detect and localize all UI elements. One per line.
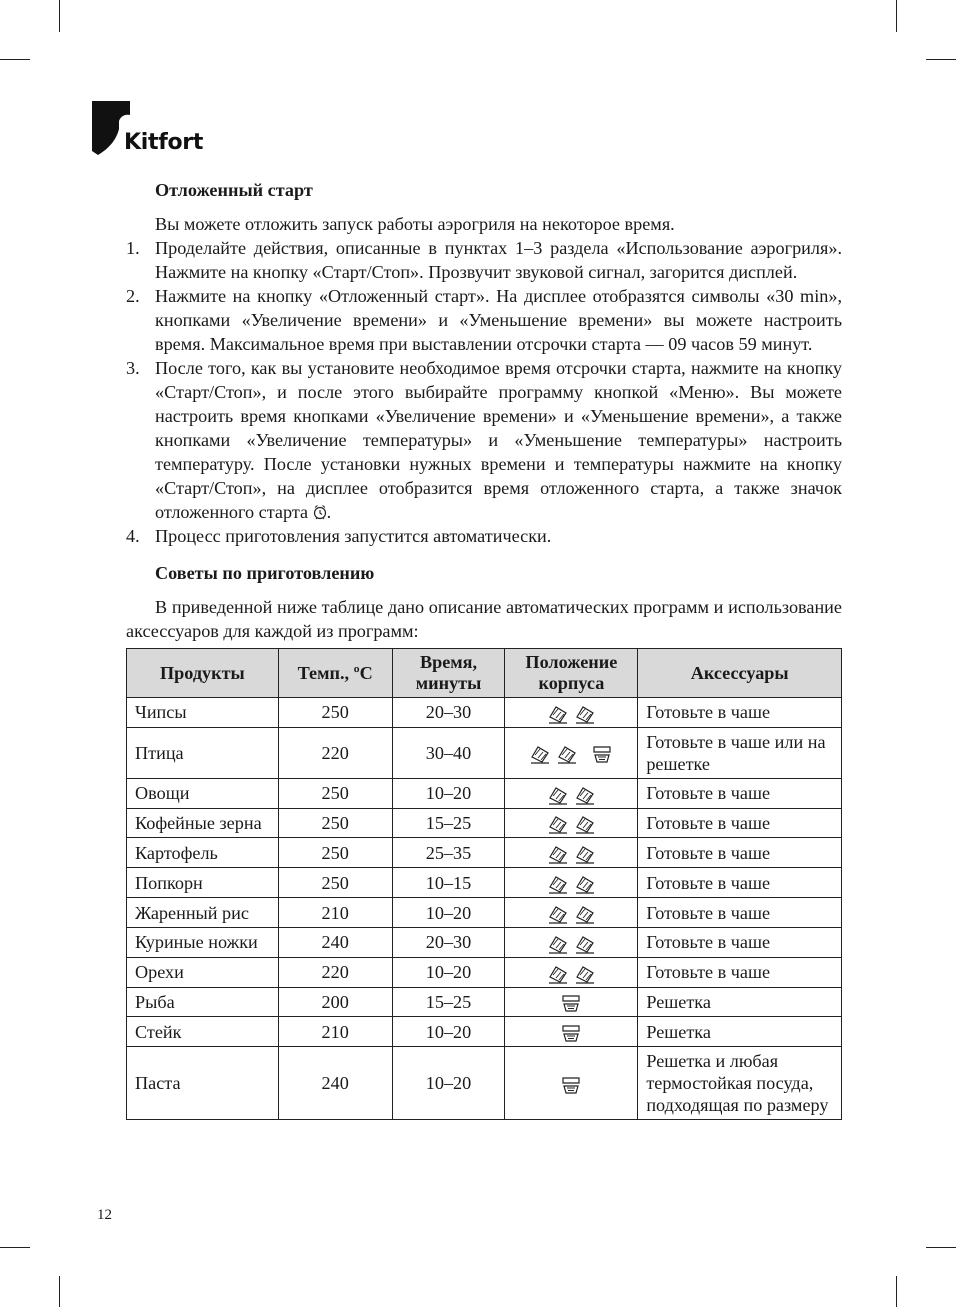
- crop-mark: [896, 0, 897, 32]
- temp-cell: 250: [278, 778, 392, 808]
- accessory-cell: Готовьте в чаше: [638, 868, 842, 898]
- col-header: Положение корпуса: [505, 649, 638, 698]
- product-cell: Куриные ножки: [127, 927, 279, 957]
- product-cell: Кофейные зерна: [127, 808, 279, 838]
- crop-mark: [59, 1276, 60, 1307]
- time-cell: 15–25: [392, 987, 505, 1017]
- time-cell: 10–15: [392, 868, 505, 898]
- product-cell: Орехи: [127, 957, 279, 987]
- tilted-basket-icon: [547, 814, 569, 834]
- time-cell: 10–20: [392, 898, 505, 928]
- accessory-cell: Решетка: [638, 987, 842, 1017]
- temp-cell: 210: [278, 1017, 392, 1047]
- brand-name: Kitfort: [124, 130, 204, 155]
- table-row: [127, 698, 842, 728]
- position-cell: [505, 987, 638, 1017]
- table-row: [127, 778, 842, 808]
- product-cell: Овощи: [127, 778, 279, 808]
- tilted-basket-icon: [574, 814, 596, 834]
- table-body: [127, 698, 842, 1120]
- tilted-basket-icon: [547, 874, 569, 894]
- page-number: 12: [97, 1207, 112, 1223]
- accessory-cell: Готовьте в чаше: [638, 808, 842, 838]
- temp-cell: 250: [278, 868, 392, 898]
- accessory-cell: Готовьте в чаше: [638, 698, 842, 728]
- list-item: 2. Нажмите на кнопку «Отложенный старт». На дисплее отобразятся символы «30 min», кнопками «Увеличение времени» и «Уменьшение времени» вы можете настроить время. Максимальное время при выставлении отсрочки старта — 09 часов 59 минут.: [126, 286, 842, 354]
- position-cell: [505, 1017, 638, 1047]
- time-cell: 20–30: [392, 698, 505, 728]
- table-row: [127, 808, 842, 838]
- tilted-basket-icon: [547, 844, 569, 864]
- page-content: [126, 178, 842, 1120]
- table-row: [127, 868, 842, 898]
- position-cell: [505, 808, 638, 838]
- position-cell: [505, 927, 638, 957]
- product-cell: Попкорн: [127, 868, 279, 898]
- tilted-basket-icon: [547, 785, 569, 805]
- tilted-basket-icon: [556, 744, 578, 764]
- accessory-cell: Готовьте в чаше или на решетке: [638, 727, 842, 778]
- list-item: 1. Проделайте действия, описанные в пунктах 1–3 раздела «Использование аэрогриля». Нажмите на кнопку «Старт/Стоп». Прозвучит звуковой сигнал, загорится дисплей.: [126, 238, 842, 282]
- list-item: 4. Процесс приготовления запустится автоматически.: [126, 526, 552, 546]
- product-cell: Рыба: [127, 987, 279, 1017]
- col-header: Продукты: [127, 649, 279, 698]
- cooking-table: [126, 648, 842, 1120]
- accessory-cell: Готовьте в чаше: [638, 898, 842, 928]
- col-header: Темп., ºC: [278, 649, 392, 698]
- tilted-basket-icon: [547, 964, 569, 984]
- tilted-basket-icon: [529, 744, 551, 764]
- accessory-cell: Готовьте в чаше: [638, 927, 842, 957]
- time-cell: 15–25: [392, 808, 505, 838]
- tilted-basket-icon: [547, 704, 569, 724]
- crop-mark: [0, 1247, 30, 1248]
- flat-rack-icon: [591, 744, 613, 764]
- tilted-basket-icon: [574, 874, 596, 894]
- tilted-basket-icon: [574, 704, 596, 724]
- time-cell: 10–20: [392, 1047, 505, 1120]
- temp-cell: 240: [278, 1047, 392, 1120]
- temp-cell: 250: [278, 838, 392, 868]
- col-header: Аксессуары: [638, 649, 842, 698]
- accessory-cell: Готовьте в чаше: [638, 957, 842, 987]
- position-cell: [505, 778, 638, 808]
- table-row: [127, 898, 842, 928]
- flat-rack-icon: [560, 1075, 582, 1095]
- time-cell: 10–20: [392, 778, 505, 808]
- temp-cell: 210: [278, 898, 392, 928]
- table-row: [127, 1017, 842, 1047]
- delay-start-icon: [313, 504, 327, 520]
- product-cell: Стейк: [127, 1017, 279, 1047]
- time-cell: 10–20: [392, 1017, 505, 1047]
- time-cell: 30–40: [392, 727, 505, 778]
- crop-mark: [0, 59, 30, 60]
- crop-mark: [896, 1276, 897, 1307]
- position-cell: [505, 868, 638, 898]
- delay-steps-list: [126, 236, 842, 548]
- cooking-tips-heading: Советы по приготовлению: [155, 563, 375, 583]
- delay-start-heading: Отложенный старт: [155, 180, 313, 200]
- position-cell: [505, 838, 638, 868]
- temp-cell: 200: [278, 987, 392, 1017]
- accessory-cell: Решетка: [638, 1017, 842, 1047]
- list-item: 3. После того, как вы установите необходимое время отсрочки старта, нажмите на кнопку «Старт/Стоп», и после этого выбирайте программу кнопкой «Меню». Вы можете настроить время кнопками «Увеличение времени» и «Уменьшение времени», а также кнопками «Увеличение температуры» и «Уменьшение температуры» настроить температуру. После установки нужных времени и температуры нажмите на кнопку «Старт/Стоп», на дисплее отобразится время отложенного старта, а также значок отложенного старта .: [126, 358, 842, 522]
- temp-cell: 240: [278, 927, 392, 957]
- position-cell: [505, 727, 638, 778]
- tilted-basket-icon: [574, 964, 596, 984]
- tilted-basket-icon: [574, 934, 596, 954]
- tilted-basket-icon: [547, 904, 569, 924]
- table-row: [127, 1047, 842, 1120]
- time-cell: 25–35: [392, 838, 505, 868]
- product-cell: Чипсы: [127, 698, 279, 728]
- tilted-basket-icon: [574, 904, 596, 924]
- table-row: [127, 727, 842, 778]
- table-header-row: [127, 649, 842, 698]
- accessory-cell: Готовьте в чаше: [638, 778, 842, 808]
- table-row: [127, 838, 842, 868]
- position-cell: [505, 698, 638, 728]
- crop-mark: [926, 1247, 956, 1248]
- tilted-basket-icon: [574, 785, 596, 805]
- temp-cell: 220: [278, 957, 392, 987]
- product-cell: Птица: [127, 727, 279, 778]
- product-cell: Картофель: [127, 838, 279, 868]
- accessory-cell: Решетка и любая термостойкая посуда, подходящая по размеру: [638, 1047, 842, 1120]
- delay-intro: Вы можете отложить запуск работы аэрогриля на некоторое время.: [155, 214, 675, 234]
- temp-cell: 250: [278, 698, 392, 728]
- crop-mark: [926, 59, 956, 60]
- tips-intro: В приведенной ниже таблице дано описание автоматических программ и использование аксессуаров для каждой из программ:: [126, 597, 842, 641]
- flat-rack-icon: [560, 1023, 582, 1043]
- temp-cell: 250: [278, 808, 392, 838]
- position-cell: [505, 898, 638, 928]
- col-header: Время, минуты: [392, 649, 505, 698]
- crop-mark: [59, 0, 60, 32]
- tilted-basket-icon: [547, 934, 569, 954]
- accessory-cell: Готовьте в чаше: [638, 838, 842, 868]
- product-cell: Паста: [127, 1047, 279, 1120]
- product-cell: Жаренный рис: [127, 898, 279, 928]
- position-cell: [505, 957, 638, 987]
- temp-cell: 220: [278, 727, 392, 778]
- time-cell: 20–30: [392, 927, 505, 957]
- flat-rack-icon: [560, 993, 582, 1013]
- tilted-basket-icon: [574, 844, 596, 864]
- time-cell: 10–20: [392, 957, 505, 987]
- table-row: [127, 987, 842, 1017]
- position-cell: [505, 1047, 638, 1120]
- table-row: [127, 957, 842, 987]
- table-row: [127, 927, 842, 957]
